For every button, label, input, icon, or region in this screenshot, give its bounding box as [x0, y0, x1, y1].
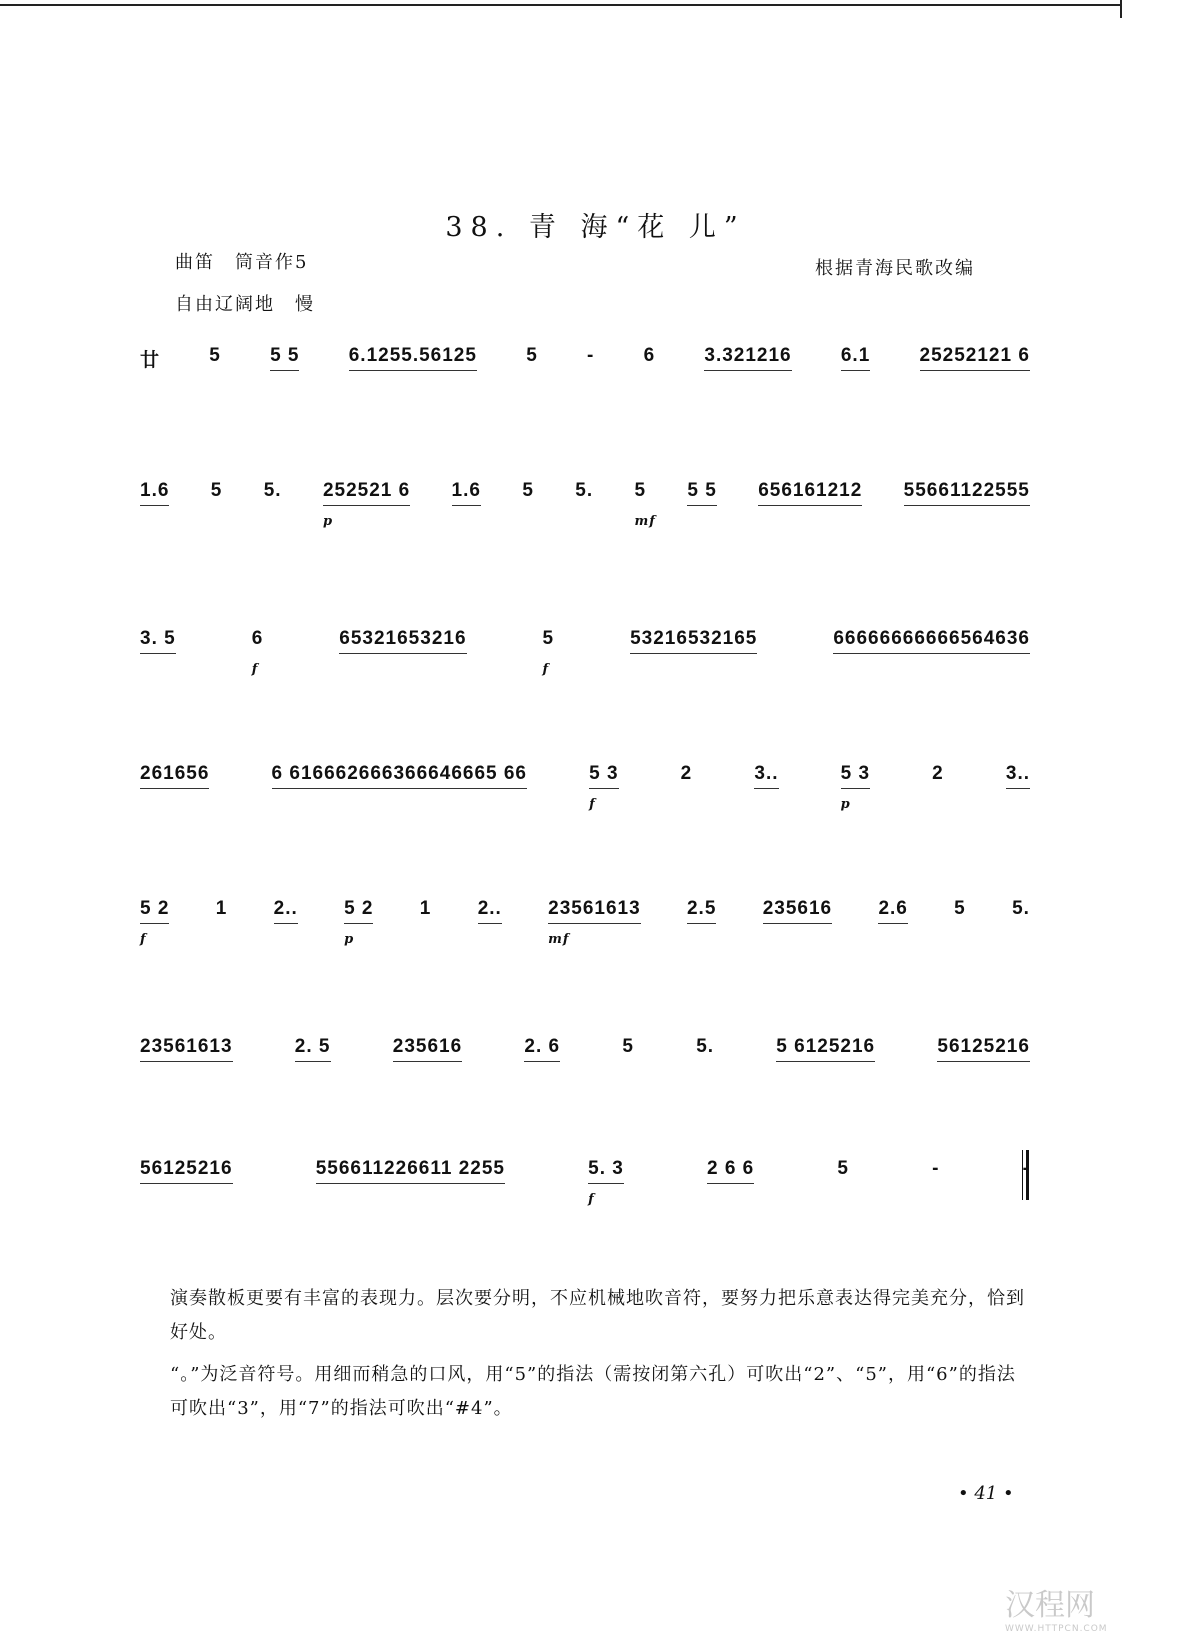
note-group: [837, 1158, 849, 1183]
note-text: 23561613: [548, 898, 641, 919]
note-text: 5. 3: [588, 1158, 624, 1179]
note-group: [687, 898, 716, 924]
note-group: [524, 1036, 560, 1062]
note-text: 1.6: [140, 480, 170, 501]
note-text: 5: [954, 898, 966, 919]
note-text: 5 3: [840, 763, 871, 784]
note-group: [1012, 898, 1030, 923]
note-group: [393, 1036, 462, 1062]
note-group: [687, 480, 716, 506]
note-group: [542, 628, 555, 677]
note-group: [754, 763, 778, 789]
dynamic-mark: mf: [548, 932, 570, 947]
final-barline: [1022, 1150, 1029, 1200]
note-group: [272, 763, 527, 789]
note-group: [270, 345, 299, 371]
note-text: 252521 6: [322, 480, 411, 501]
note-group: [264, 480, 282, 505]
note-text: 5 2: [344, 898, 374, 919]
note-text: 5 3: [589, 763, 619, 784]
note-text: 廿: [140, 350, 161, 371]
note-group: [452, 480, 481, 506]
note-text: 2..: [273, 898, 298, 919]
note-text: 2: [680, 763, 693, 784]
note-text: 261656: [140, 763, 210, 784]
note-group: [140, 1036, 233, 1062]
note-text: 5.: [696, 1036, 715, 1057]
note-group: [758, 480, 862, 506]
note-text: 1: [419, 898, 432, 919]
note-text: 3.321216: [704, 345, 792, 366]
note-text: 556611226611 2255: [315, 1158, 505, 1179]
note-group: [322, 480, 411, 529]
note-text: 5: [526, 345, 538, 366]
note-group: [548, 898, 641, 947]
note-group: [932, 1158, 939, 1183]
page-number: • 41 •: [958, 1483, 1014, 1504]
note-group: [140, 763, 209, 789]
performance-note: 演奏散板更要有丰富的表现力。层次要分明，不应机械地吹音符，要努力把乐意表达得完美充分，恰到好处。: [170, 1288, 1025, 1343]
note-text: 2. 5: [294, 1036, 331, 1057]
note-group: [1006, 763, 1030, 789]
score-row: [140, 898, 1030, 947]
page-border-right: [1120, 0, 1122, 18]
instrument-label: 曲笛 筒音作5: [175, 252, 309, 273]
note-text: 2..: [477, 898, 502, 919]
note-group: [932, 763, 944, 788]
note-group: [841, 345, 870, 371]
note-text: 23561613: [140, 1036, 233, 1057]
page-border-top: [0, 4, 1122, 6]
note-text: 6 616662666366646665 66: [271, 763, 527, 784]
note-text: 5 5: [270, 345, 300, 366]
score-row: [140, 345, 1030, 375]
note-text: 6.1: [840, 345, 871, 366]
note-group: [644, 345, 656, 370]
note-group: [696, 1036, 714, 1061]
note-group: [209, 345, 221, 370]
note-group: [707, 1158, 754, 1184]
note-group: [588, 1158, 624, 1207]
note-group: [937, 1036, 1030, 1062]
note-text: 55661122555: [903, 480, 1030, 501]
note-text: 53216532165: [630, 628, 758, 649]
note-text: 5.: [263, 480, 282, 501]
note-text: 25252121 6: [919, 345, 1030, 366]
note-text: 5.: [1012, 898, 1030, 919]
note-text: 5: [542, 628, 555, 649]
note-text: 5: [522, 480, 534, 501]
note-group: [295, 1036, 331, 1062]
score-row: [140, 628, 1030, 677]
note-group: [763, 898, 832, 924]
note-text: 65321653216: [339, 628, 467, 649]
note-text: 1: [215, 898, 228, 919]
note-group: [216, 898, 228, 923]
note-group: [339, 628, 466, 654]
note-text: 6: [251, 628, 264, 649]
dynamic-mark: f: [588, 1192, 595, 1207]
note-text: 5 2: [140, 898, 170, 919]
note-group: [630, 628, 757, 654]
note-group: [211, 480, 223, 505]
note-text: 2. 6: [524, 1036, 561, 1057]
note-group: [274, 898, 298, 924]
note-group: [140, 345, 160, 375]
note-text: 5: [622, 1036, 634, 1057]
watermark-logo: 汉程网 WWW.HTTPCN.COM: [1005, 1588, 1108, 1634]
note-text: 6.1255.56125: [348, 345, 477, 366]
source-label: 根据青海民歌改编: [815, 258, 975, 279]
note-group: [954, 898, 966, 923]
note-text: 5 5: [687, 480, 717, 501]
note-group: [840, 763, 871, 812]
note-text: 5: [210, 480, 223, 501]
dynamic-mark: f: [542, 662, 550, 677]
note-group: [316, 1158, 505, 1184]
dynamic-mark: p: [840, 797, 851, 812]
note-text: 2 6 6: [706, 1158, 755, 1179]
note-group: [251, 628, 264, 677]
dynamic-mark: p: [322, 514, 334, 529]
note-group: [904, 480, 1030, 506]
note-text: 56125216: [937, 1036, 1030, 1057]
note-text: 2.6: [878, 898, 908, 919]
note-text: 5: [209, 345, 221, 366]
note-group: [575, 480, 593, 505]
note-text: 5: [634, 480, 647, 501]
note-text: -: [1022, 1158, 1030, 1179]
note-group: [349, 345, 477, 371]
note-text: 3..: [754, 763, 779, 784]
note-text: 3..: [1005, 763, 1030, 784]
note-group: [833, 628, 1030, 654]
note-text: 56125216: [140, 1158, 233, 1179]
page-title: 38. 青 海“花 儿”: [445, 212, 746, 243]
note-group: [587, 345, 594, 370]
score-row: [140, 480, 1030, 529]
note-text: 5.: [575, 480, 594, 501]
note-group: [622, 1036, 634, 1061]
note-group: [776, 1036, 875, 1062]
dynamic-mark: mf: [634, 514, 656, 529]
note-group: [478, 898, 502, 924]
note-group: [878, 898, 907, 924]
note-group: [589, 763, 619, 812]
note-group: [140, 480, 169, 506]
note-group: [522, 480, 534, 505]
note-text: -: [932, 1158, 940, 1179]
dynamic-mark: f: [140, 932, 147, 947]
note-group: [526, 345, 538, 370]
score-row: [140, 1158, 1030, 1207]
tempo-label: 自由辽阔地 慢: [175, 294, 315, 315]
note-text: 6: [643, 345, 656, 366]
note-text: 2: [932, 763, 944, 784]
note-text: 3. 5: [140, 628, 176, 649]
dynamic-mark: f: [589, 797, 596, 812]
note-group: [140, 1158, 233, 1184]
note-text: 5 6125216: [776, 1036, 876, 1057]
note-group: [140, 898, 170, 947]
note-group: [634, 480, 656, 529]
note-group: [681, 763, 693, 788]
dynamic-mark: f: [251, 662, 259, 677]
note-text: 1.6: [451, 480, 481, 501]
note-text: 66666666666564636: [833, 628, 1030, 649]
score-row: [140, 763, 1030, 812]
note-group: [704, 345, 791, 371]
note-group: [920, 345, 1030, 371]
note-text: 235616: [762, 898, 833, 919]
note-text: 5: [837, 1158, 849, 1179]
note-text: -: [587, 345, 595, 366]
note-group: [344, 898, 374, 947]
note-text: 235616: [392, 1036, 463, 1057]
note-text: 2.5: [686, 898, 717, 919]
note-group: [420, 898, 432, 923]
note-text: 656161212: [758, 480, 863, 501]
score-row: [140, 1036, 1030, 1062]
note-group: [140, 628, 176, 654]
harmonic-note: “。”为泛音符号。用细而稍急的口风，用“5”的指法（需按闭第六孔）可吹出“2”、“5”，用“6”的指法可吹出“3”，用“7”的指法可吹出“#4”。: [170, 1364, 1016, 1419]
dynamic-mark: p: [344, 932, 355, 947]
